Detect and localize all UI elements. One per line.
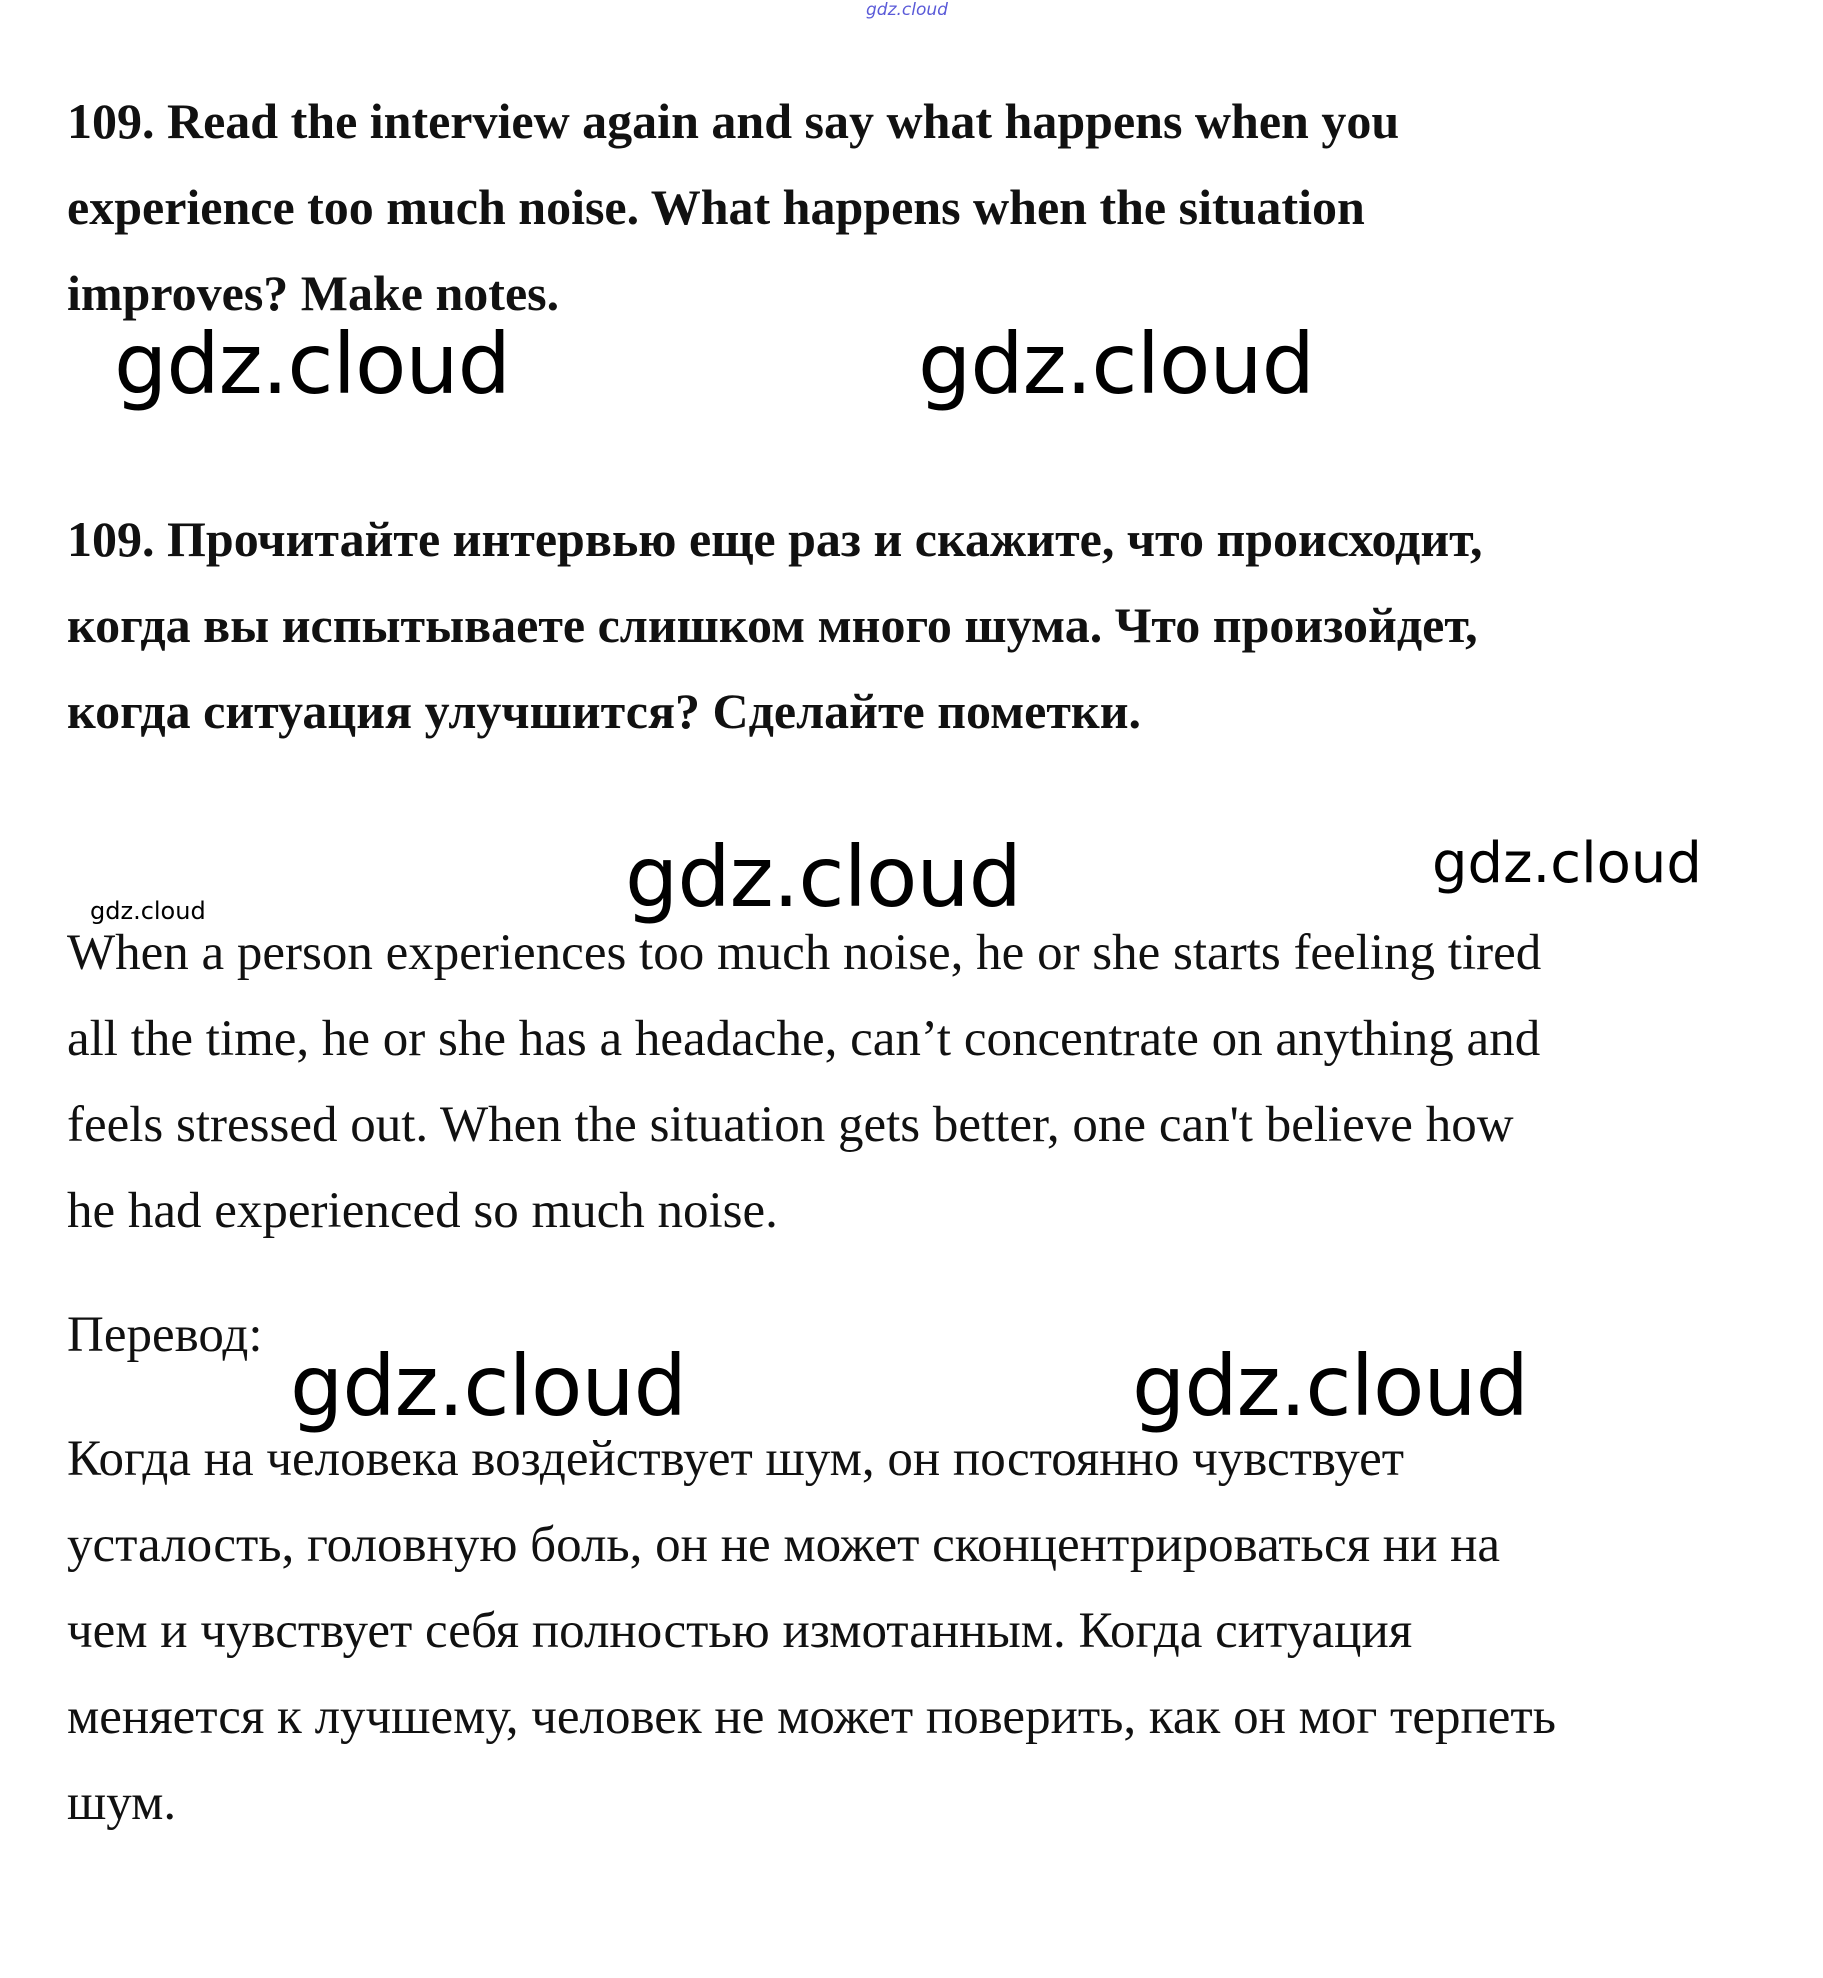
watermark-3: gdz.cloud xyxy=(625,828,1021,926)
answer-en-line: he had experienced so much noise. xyxy=(67,1183,778,1239)
watermark-6: gdz.cloud xyxy=(290,1337,686,1435)
answer-ru-line: чем и чувствует себя полностью измотанным. Когда ситуация xyxy=(67,1603,1413,1659)
answer-en-line: feels stressed out. When the situation gets better, one can't believe how xyxy=(67,1097,1514,1153)
task-en-line: 109. Read the interview again and say what happens when you xyxy=(67,93,1400,149)
answer-ru xyxy=(67,1416,1767,1846)
task-ru-line: 109. Прочитайте интервью еще раз и скажите, что происходит, xyxy=(67,511,1483,567)
task-ru-line: когда ситуация улучшится? Сделайте пометки. xyxy=(67,683,1141,739)
answer-ru-line: шум. xyxy=(67,1775,177,1831)
watermark-2: gdz.cloud xyxy=(918,315,1314,413)
answer-en-line: When a person experiences too much noise, he or she starts feeling tired xyxy=(67,925,1542,981)
answer-ru-line: усталость, головную боль, он не может сконцентрироваться ни на xyxy=(67,1517,1501,1573)
watermark-4: gdz.cloud xyxy=(1432,831,1702,896)
answer-en xyxy=(67,910,1767,1254)
answer-ru-line: Когда на человека воздействует шум, он постоянно чувствует xyxy=(67,1431,1405,1487)
translation-label: Перевод: xyxy=(67,1307,263,1363)
task-heading-ru xyxy=(67,496,1767,754)
task-heading-en xyxy=(67,78,1767,336)
task-en-line: experience too much noise. What happens when the situation xyxy=(67,179,1365,235)
task-ru-line: когда вы испытываете слишком много шума. Что произойдет, xyxy=(67,597,1478,653)
watermark-5: gdz.cloud xyxy=(90,897,206,925)
answer-ru-line: меняется к лучшему, человек не может поверить, как он мог терпеть xyxy=(67,1689,1556,1745)
watermark-top: gdz.cloud xyxy=(866,0,948,20)
answer-en-line: all the time, he or she has a headache, can’t concentrate on anything and xyxy=(67,1011,1541,1067)
task-en-line: improves? Make notes. xyxy=(67,265,560,321)
watermark-7: gdz.cloud xyxy=(1132,1337,1528,1435)
watermark-1: gdz.cloud xyxy=(114,315,510,413)
